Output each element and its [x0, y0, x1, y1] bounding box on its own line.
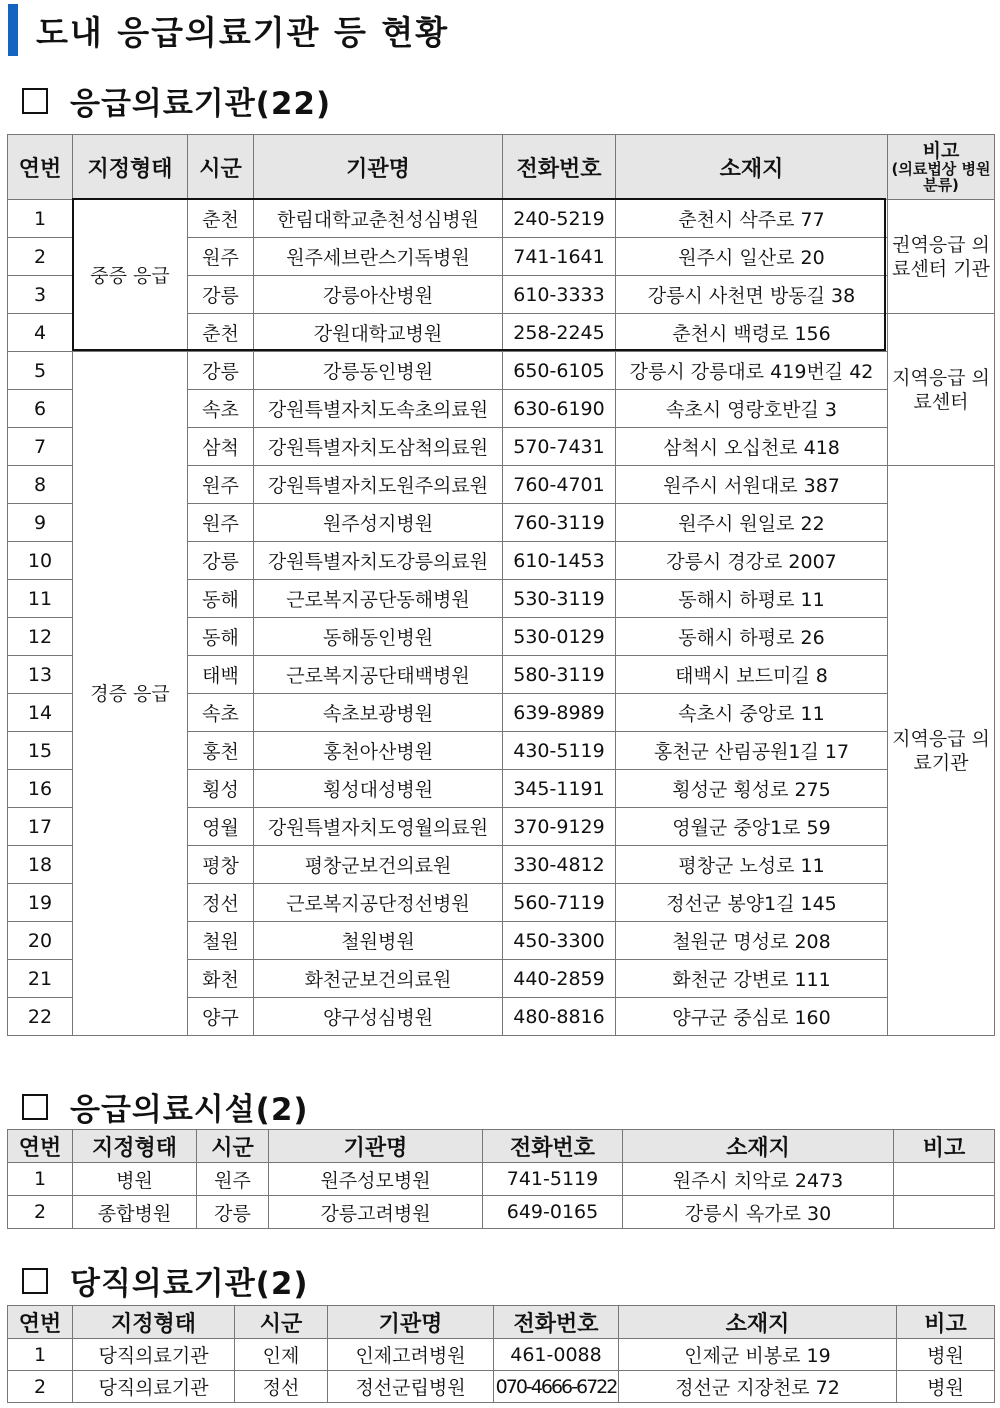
phone-cell: 630-6190: [503, 390, 616, 428]
address-cell: 영월군 중앙1로 59: [616, 808, 888, 846]
city-cell: 평창: [188, 846, 254, 884]
header-cell: 시군: [197, 1130, 269, 1163]
institution-name-cell: 강릉고려병원: [269, 1196, 483, 1229]
address-cell: 강릉시 경강로 2007: [616, 542, 888, 580]
phone-cell: 258-2245: [503, 314, 616, 352]
phone-cell: 650-6105: [503, 352, 616, 390]
address-cell: 속초시 중앙로 11: [616, 694, 888, 732]
address-cell: 삼척시 오십천로 418: [616, 428, 888, 466]
address-cell: 춘천시 백령로 156: [616, 314, 888, 352]
checkbox-square-icon: [22, 1268, 48, 1294]
phone-cell: 610-3333: [503, 276, 616, 314]
table-header-row: [8, 1130, 995, 1163]
institution-name-cell: 한림대학교춘천성심병원: [254, 200, 503, 238]
institution-name-cell: 정선군립병원: [328, 1371, 494, 1403]
institution-name-cell: 화천군보건의료원: [254, 960, 503, 998]
note-header-label: 비고: [922, 139, 960, 162]
city-cell: 태백: [188, 656, 254, 694]
note-header-sublabel: (의료법상 병원분류): [891, 159, 991, 194]
institution-name-cell: 원주성지병원: [254, 504, 503, 542]
designation-cell: 당직의료기관: [73, 1339, 235, 1371]
note-cell: 권역응급 의료센터 기관: [888, 200, 995, 314]
page-title: 도내 응급의료기관 등 현황: [36, 12, 450, 52]
row-number-cell: 14: [8, 694, 73, 732]
row-number-cell: 1: [8, 1163, 73, 1196]
phone-cell: 570-7431: [503, 428, 616, 466]
city-cell: 속초: [188, 694, 254, 732]
phone-cell: 649-0165: [483, 1196, 623, 1229]
header-cell: 지정형태: [73, 1306, 235, 1339]
phone-cell: 639-8989: [503, 694, 616, 732]
header-cell: 비고: [894, 1130, 995, 1163]
table-header-row: [8, 1306, 995, 1339]
phone-cell: 330-4812: [503, 846, 616, 884]
header-cell: 전화번호: [494, 1306, 619, 1339]
institution-name-cell: 강릉아산병원: [254, 276, 503, 314]
institution-name-cell: 강원특별자치도영월의료원: [254, 808, 503, 846]
institution-name-cell: 원주성모병원: [269, 1163, 483, 1196]
row-number-cell: 16: [8, 770, 73, 808]
address-cell: 정선군 지장천로 72: [619, 1371, 897, 1403]
header-cell: 연번: [8, 1130, 73, 1163]
row-number-cell: 20: [8, 922, 73, 960]
address-cell: 강릉시 옥가로 30: [623, 1196, 894, 1229]
checkbox-square-icon: [22, 1094, 48, 1120]
phone-cell: 760-4701: [503, 466, 616, 504]
address-cell: 태백시 보드미길 8: [616, 656, 888, 694]
institution-name-cell: 횡성대성병원: [254, 770, 503, 808]
phone-cell: 450-3300: [503, 922, 616, 960]
city-cell: 횡성: [188, 770, 254, 808]
city-cell: 원주: [197, 1163, 269, 1196]
city-cell: 원주: [188, 466, 254, 504]
row-number-cell: 3: [8, 276, 73, 314]
note-cell: 지역응급 의료센터: [888, 314, 995, 466]
designation-group-cell: 중증 응급: [73, 200, 188, 352]
section-title: 당직의료기관(2): [70, 1266, 309, 1302]
header-cell: 지정형태: [73, 1130, 197, 1163]
section-heading-emergency-facilities: [22, 1084, 309, 1129]
emergency-facilities-table: [7, 1129, 995, 1229]
header-cell: 전화번호: [503, 135, 616, 200]
address-cell: 철원군 명성로 208: [616, 922, 888, 960]
address-cell: 강릉시 강릉대로 419번길 42: [616, 352, 888, 390]
institution-name-cell: 속초보광병원: [254, 694, 503, 732]
table-body: [8, 200, 995, 1036]
phone-cell: 480-8816: [503, 998, 616, 1036]
row-number-cell: 21: [8, 960, 73, 998]
address-cell: 평창군 노성로 11: [616, 846, 888, 884]
row-number-cell: 2: [8, 1196, 73, 1229]
row-number-cell: 13: [8, 656, 73, 694]
designation-cell: 종합병원: [73, 1196, 197, 1229]
row-number-cell: 12: [8, 618, 73, 656]
city-cell: 정선: [235, 1371, 328, 1403]
header-cell: 소재지: [619, 1306, 897, 1339]
city-cell: 홍천: [188, 732, 254, 770]
row-number-cell: 22: [8, 998, 73, 1036]
section-heading-duty-institutions: [22, 1258, 309, 1303]
row-number-cell: 18: [8, 846, 73, 884]
institution-name-cell: 인제고려병원: [328, 1339, 494, 1371]
table-row: [8, 1339, 995, 1371]
institution-name-cell: 철원병원: [254, 922, 503, 960]
row-number-cell: 10: [8, 542, 73, 580]
address-cell: 동해시 하평로 26: [616, 618, 888, 656]
city-cell: 인제: [235, 1339, 328, 1371]
page-header: [8, 4, 449, 56]
note-cell: 병원: [897, 1371, 995, 1403]
address-cell: 강릉시 사천면 방동길 38: [616, 276, 888, 314]
institution-name-cell: 강원특별자치도원주의료원: [254, 466, 503, 504]
address-cell: 화천군 강변로 111: [616, 960, 888, 998]
table-row: [8, 352, 995, 390]
institution-name-cell: 강원특별자치도삼척의료원: [254, 428, 503, 466]
duty-institutions-table: [7, 1305, 995, 1403]
row-number-cell: 9: [8, 504, 73, 542]
city-cell: 철원: [188, 922, 254, 960]
note-cell: [894, 1196, 995, 1229]
address-cell: 동해시 하평로 11: [616, 580, 888, 618]
row-number-cell: 1: [8, 200, 73, 238]
header-cell: 기관명: [269, 1130, 483, 1163]
city-cell: 원주: [188, 504, 254, 542]
row-number-cell: 8: [8, 466, 73, 504]
institution-name-cell: 강원특별자치도강릉의료원: [254, 542, 503, 580]
institution-name-cell: 평창군보건의료원: [254, 846, 503, 884]
row-number-cell: 4: [8, 314, 73, 352]
address-cell: 춘천시 삭주로 77: [616, 200, 888, 238]
row-number-cell: 6: [8, 390, 73, 428]
institution-name-cell: 근로복지공단정선병원: [254, 884, 503, 922]
address-cell: 속초시 영랑호반길 3: [616, 390, 888, 428]
phone-cell: 580-3119: [503, 656, 616, 694]
row-number-cell: 17: [8, 808, 73, 846]
note-cell: 지역응급 의료기관: [888, 466, 995, 1036]
address-cell: 원주시 원일로 22: [616, 504, 888, 542]
table-row: [8, 1371, 995, 1403]
header-cell: 기관명: [328, 1306, 494, 1339]
header-cell: 기관명: [254, 135, 503, 200]
phone-cell: 760-3119: [503, 504, 616, 542]
section-title: 응급의료시설(2): [70, 1092, 309, 1128]
header-cell: 비고: [897, 1306, 995, 1339]
address-cell: 원주시 일산로 20: [616, 238, 888, 276]
note-cell: [894, 1163, 995, 1196]
designation-cell: 병원: [73, 1163, 197, 1196]
phone-cell: 240-5219: [503, 200, 616, 238]
header-cell: 전화번호: [483, 1130, 623, 1163]
title-accent-bar: [8, 4, 18, 56]
table-row: [8, 1163, 995, 1196]
note-cell: 병원: [897, 1339, 995, 1371]
section-heading-emergency-institutions: [22, 78, 331, 123]
section-title: 응급의료기관(22): [70, 86, 332, 122]
phone-cell: 530-3119: [503, 580, 616, 618]
header-cell: 지정형태: [73, 135, 188, 200]
city-cell: 강릉: [188, 542, 254, 580]
city-cell: 화천: [188, 960, 254, 998]
phone-cell: 440-2859: [503, 960, 616, 998]
institution-name-cell: 원주세브란스기독병원: [254, 238, 503, 276]
row-number-cell: 7: [8, 428, 73, 466]
designation-group-cell: 경증 응급: [73, 352, 188, 1036]
city-cell: 원주: [188, 238, 254, 276]
header-cell: 소재지: [616, 135, 888, 200]
header-cell: 시군: [188, 135, 254, 200]
address-cell: 인제군 비봉로 19: [619, 1339, 897, 1371]
city-cell: 강릉: [197, 1196, 269, 1229]
city-cell: 강릉: [188, 276, 254, 314]
phone-cell: 560-7119: [503, 884, 616, 922]
city-cell: 영월: [188, 808, 254, 846]
institution-name-cell: 홍천아산병원: [254, 732, 503, 770]
phone-cell: 370-9129: [503, 808, 616, 846]
header-cell: 시군: [235, 1306, 328, 1339]
phone-cell: 430-5119: [503, 732, 616, 770]
header-cell: 연번: [8, 135, 73, 200]
phone-cell: 610-1453: [503, 542, 616, 580]
phone-cell: 530-0129: [503, 618, 616, 656]
address-cell: 홍천군 산림공원1길 17: [616, 732, 888, 770]
city-cell: 동해: [188, 618, 254, 656]
city-cell: 춘천: [188, 200, 254, 238]
institution-name-cell: 양구성심병원: [254, 998, 503, 1036]
institution-name-cell: 근로복지공단태백병원: [254, 656, 503, 694]
phone-cell: 741-5119: [483, 1163, 623, 1196]
table-row: [8, 1196, 995, 1229]
designation-cell: 당직의료기관: [73, 1371, 235, 1403]
phone-cell: 345-1191: [503, 770, 616, 808]
row-number-cell: 2: [8, 1371, 73, 1403]
row-number-cell: 5: [8, 352, 73, 390]
city-cell: 삼척: [188, 428, 254, 466]
row-number-cell: 19: [8, 884, 73, 922]
address-cell: 횡성군 횡성로 275: [616, 770, 888, 808]
emergency-institutions-table: [7, 134, 995, 1036]
institution-name-cell: 동해동인병원: [254, 618, 503, 656]
table-row: [8, 200, 995, 238]
city-cell: 동해: [188, 580, 254, 618]
row-number-cell: 2: [8, 238, 73, 276]
institution-name-cell: 강원대학교병원: [254, 314, 503, 352]
table-header-row: [8, 135, 995, 200]
header-cell-note: [888, 135, 995, 200]
address-cell: 양구군 중심로 160: [616, 998, 888, 1036]
row-number-cell: 15: [8, 732, 73, 770]
city-cell: 정선: [188, 884, 254, 922]
address-cell: 원주시 서원대로 387: [616, 466, 888, 504]
row-number-cell: 1: [8, 1339, 73, 1371]
header-cell: 연번: [8, 1306, 73, 1339]
phone-cell: 741-1641: [503, 238, 616, 276]
city-cell: 양구: [188, 998, 254, 1036]
row-number-cell: 11: [8, 580, 73, 618]
city-cell: 강릉: [188, 352, 254, 390]
checkbox-square-icon: [22, 88, 48, 114]
phone-cell: 461-0088: [494, 1339, 619, 1371]
address-cell: 원주시 치악로 2473: [623, 1163, 894, 1196]
institution-name-cell: 강릉동인병원: [254, 352, 503, 390]
city-cell: 속초: [188, 390, 254, 428]
header-cell: 소재지: [623, 1130, 894, 1163]
institution-name-cell: 근로복지공단동해병원: [254, 580, 503, 618]
institution-name-cell: 강원특별자치도속초의료원: [254, 390, 503, 428]
address-cell: 정선군 봉양1길 145: [616, 884, 888, 922]
phone-cell: 070-4666-6722: [494, 1371, 619, 1403]
city-cell: 춘천: [188, 314, 254, 352]
